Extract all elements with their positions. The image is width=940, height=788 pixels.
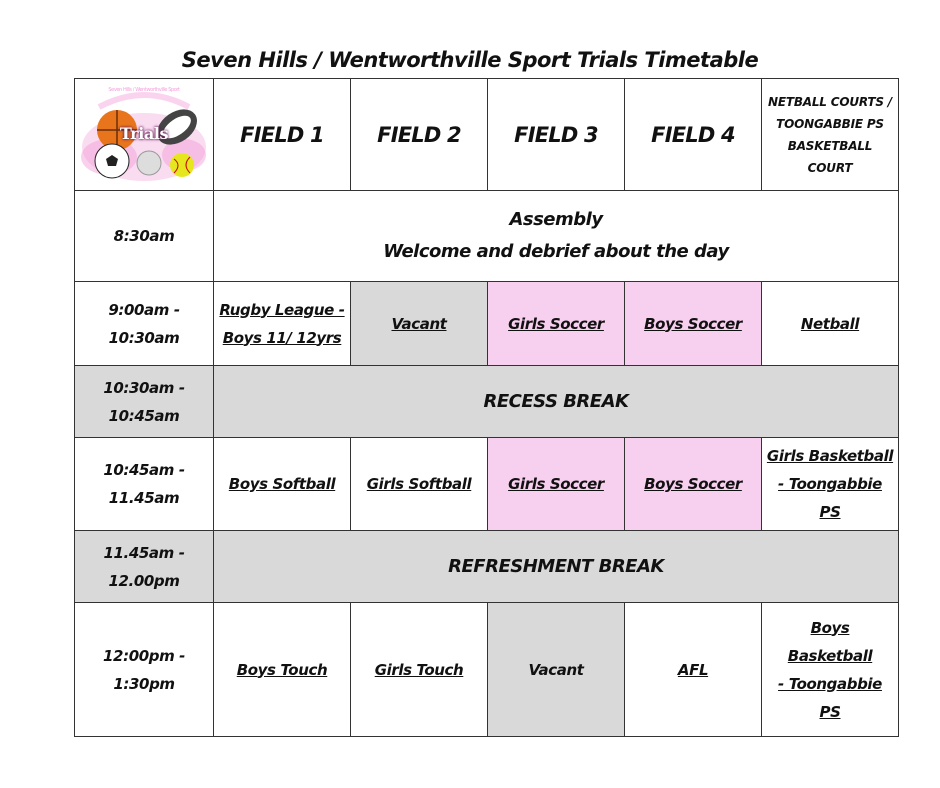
time-start: 9:00am - (108, 300, 180, 319)
field1-activity[interactable] (214, 438, 351, 531)
field3-activity (488, 603, 625, 737)
boys-soccer-link[interactable]: Boys Soccer (644, 475, 742, 493)
time-cell (75, 531, 214, 603)
assembly-title: Assembly (509, 209, 603, 230)
field4-activity[interactable] (625, 603, 762, 737)
court-activity[interactable] (762, 438, 899, 531)
logo-cell (75, 79, 214, 191)
refreshment-row (75, 531, 899, 603)
field3-activity[interactable] (488, 438, 625, 531)
court-activity[interactable] (762, 603, 899, 737)
field4-activity[interactable] (625, 282, 762, 366)
girls-soccer-link[interactable]: Girls Soccer (508, 475, 604, 493)
assembly-subtitle: Welcome and debrief about the day (383, 241, 729, 262)
vacant-label: Vacant (391, 314, 447, 333)
field2-activity[interactable] (351, 438, 488, 531)
time-start: 12:00pm - (103, 646, 185, 665)
field1-activity[interactable] (214, 603, 351, 737)
girls-touch-link[interactable]: Girls Touch (374, 660, 464, 679)
header-field-1: FIELD 1 (214, 79, 351, 191)
refreshment-break-label: REFRESHMENT BREAK (214, 531, 899, 603)
boys-touch-link[interactable]: Boys Touch (236, 660, 328, 679)
header-courts-line3: BASKETBALL COURT (787, 138, 873, 175)
time-cell (75, 603, 214, 737)
header-field-4: FIELD 4 (625, 79, 762, 191)
time-end: 12.00pm (108, 571, 180, 590)
time-end: 10:45am (108, 406, 180, 425)
timetable (74, 78, 899, 737)
session-row-1 (75, 282, 899, 366)
time-end: 1:30pm (113, 674, 175, 693)
time-cell (75, 438, 214, 531)
sports-balls-logo-icon (79, 85, 209, 185)
rugby-league-age-link[interactable]: Boys 11/ 12yrs (222, 328, 342, 347)
page-title: Seven Hills / Wentworthville Sport Trials Timetable (181, 48, 759, 72)
field1-activity[interactable] (214, 282, 351, 366)
field3-activity[interactable] (488, 282, 625, 366)
time-start: 10:30am - (103, 378, 185, 397)
boys-basketball-venue-link[interactable]: - Toongabbie PS (778, 674, 882, 721)
girls-softball-link[interactable]: Girls Softball (366, 475, 472, 493)
rugby-league-link[interactable]: Rugby League - (219, 300, 345, 319)
header-field-2: FIELD 2 (351, 79, 488, 191)
header-courts (762, 79, 899, 191)
court-activity[interactable] (762, 282, 899, 366)
time-cell (75, 282, 214, 366)
time-end: 10:30am (108, 328, 180, 347)
recess-break-label: RECESS BREAK (214, 366, 899, 438)
netball-link[interactable]: Netball (800, 314, 860, 333)
field2-activity (351, 282, 488, 366)
assembly-cell (214, 191, 899, 282)
recess-row (75, 366, 899, 438)
field4-activity[interactable] (625, 438, 762, 531)
girls-basketball-venue-link[interactable]: - Toongabbie PS (778, 475, 882, 521)
logo-text: Trials (119, 123, 169, 143)
header-courts-line1: NETBALL COURTS / (768, 94, 892, 109)
boys-basketball-link[interactable]: Boys Basketball (787, 618, 873, 665)
time-cell (75, 366, 214, 438)
girls-basketball-link[interactable]: Girls Basketball (766, 447, 894, 465)
time-start: 10:45am - (103, 461, 185, 479)
boys-softball-link[interactable]: Boys Softball (228, 475, 336, 493)
session-row-2 (75, 438, 899, 531)
boys-soccer-link[interactable]: Boys Soccer (644, 314, 742, 333)
header-field-3: FIELD 3 (488, 79, 625, 191)
vacant-label: Vacant (528, 660, 584, 679)
time-start: 11.45am - (103, 543, 185, 562)
field2-activity[interactable] (351, 603, 488, 737)
logo-arc-text: Seven Hills / Wentworthville Sport (108, 86, 180, 93)
header-courts-line2: TOONGABBIE PS (776, 116, 884, 131)
session-row-3 (75, 603, 899, 737)
time-end: 11.45am (108, 489, 180, 507)
assembly-row (75, 191, 899, 282)
afl-link[interactable]: AFL (677, 660, 709, 679)
time-cell: 8:30am (75, 191, 214, 282)
girls-soccer-link[interactable]: Girls Soccer (508, 314, 604, 333)
header-row (75, 79, 899, 191)
